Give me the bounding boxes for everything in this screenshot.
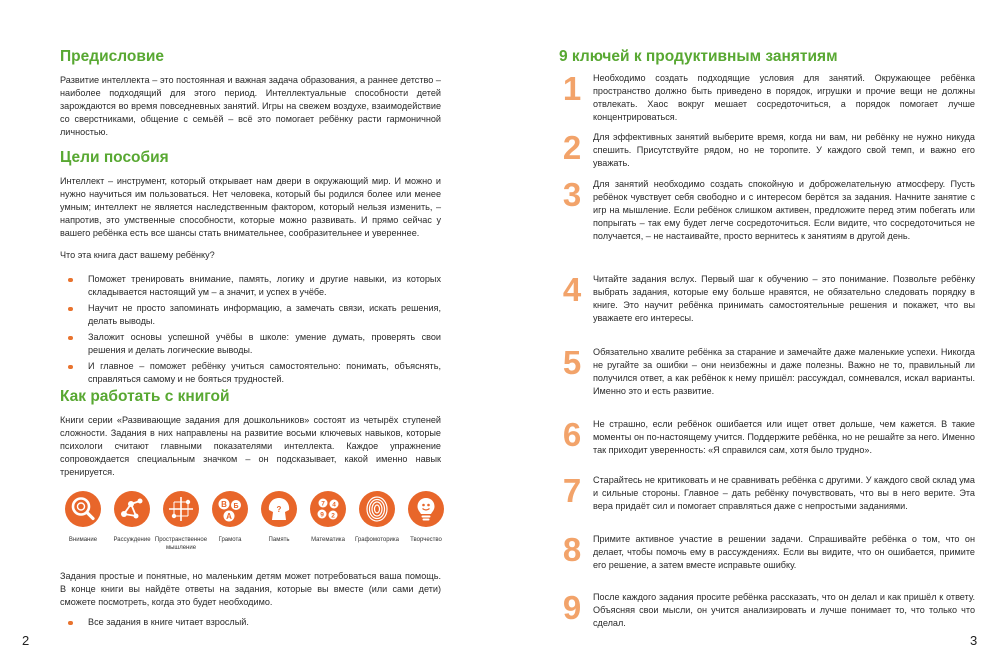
svg-text:В: В [221,500,227,509]
goals-bullet-list [68,273,441,389]
lightbulb-icon [408,491,444,527]
skill-icons-row [58,491,444,553]
key-number: 9 [562,589,582,626]
howto-text-2: Задания простые и понятные, но маленьким детям может потребоваться ваша помощь. В конце книги вы найдёте ответы на задания, которые вы вместе (или сами дети) сможете посмотреть, когда это будет необходимо. [60,571,441,607]
svg-text:7: 7 [321,500,325,508]
list-item: Поможет тренировать внимание, память, логику и другие навыки, из которых складывается настоящий ум – а значит, и успех в учёбе. [68,273,441,299]
skill-label: Внимание [68,537,98,543]
numbers-icon [310,491,346,527]
goals-title: Цели пособия [60,149,169,166]
letters-icon [212,491,248,527]
fingerprint-icon [359,491,395,527]
key-number: 1 [562,70,582,107]
key-number: 6 [562,416,582,453]
network-nodes-icon [114,491,150,527]
goals-question: Что эта книга даст вашему ребёнку? [60,250,215,260]
skill-label: Творчество [410,537,442,543]
svg-text:2: 2 [331,512,335,520]
bullet-dot-icon [68,365,73,370]
coordinate-grid-icon [163,491,199,527]
bullet-dot-icon [68,307,73,312]
list-item: Все задания в книге читает взрослый. [68,616,441,629]
howto-bullet-list [68,616,441,632]
head-silhouette-icon [261,491,297,527]
preface-title: Предисловие [60,48,165,65]
list-item: Научит не просто запоминать информацию, а замечать связи, искать решения, делать выводы. [68,302,441,328]
skill-label: Графомоторика [355,537,399,543]
key-text: Примите активное участие в решении задачи. Спрашивайте ребёнка о том, что он делает, чтобы помочь ему в рассуждениях. Если вы видите, что он ошибается, примите его решение, а затем вместе исправьте ошибку. [593,534,975,570]
bullet-dot-icon [68,621,73,626]
list-item: И главное – поможет ребёнку учиться самостоятельно: понимать, объяснять, справляться самому и не бояться трудностей. [68,360,441,386]
key-text: После каждого задания просите ребёнка рассказать, что он делал и как пришёл к ответу. Объясняя свои мысли, он учится анализировать и лучше понимает то, что только что сделал. [593,592,975,628]
svg-text:А: А [226,512,232,521]
key-text: Читайте задания вслух. Первый шаг к обучению – это понимание. Позвольте ребёнку выбрать задания, которые ему больше нравятся, не обязательно следовать порядку в книге. Это научит ребёнка принимать самостоятельные решения и покажет, что вы уважаете его интересы. [593,274,975,323]
skill-label: Пространственное мышление [154,537,208,551]
svg-text:Б: Б [233,503,239,510]
page-number-right: 3 [970,633,978,648]
key-number: 5 [562,344,582,381]
magnifier-icon [65,491,101,527]
svg-text:4: 4 [332,501,336,509]
page-number-left: 2 [22,633,30,648]
bullet-dot-icon [68,336,73,341]
key-text: Необходимо создать подходящие условия для занятий. Окружающее ребёнка пространство должно быть приведено в порядок, игрушки и прочие вещи не должны отвлекать. Хаос вокруг мешает сосредоточиться, а порядок помогает лучше концентрироваться. [593,73,975,122]
svg-text:9: 9 [320,511,324,519]
skill-label: Рассуждение [113,537,151,543]
howto-title: Как работать с книгой [60,388,230,405]
skill-label: Математика [311,537,345,543]
keys-title: 9 ключей к продуктивным занятиям [559,48,838,65]
svg-text:?: ? [276,505,282,514]
key-text: Обязательно хвалите ребёнка за старание и замечайте даже маленькие успехи. Никогда не ругайте за ошибки – они неизбежны и даже полезны. Важно не то, правильный ли получился ответ, а как ребёнок к нему пришёл: рассуждал, сомневался, искал варианты. Именно это и есть развитие. [593,347,975,396]
bullet-dot-icon [68,278,73,283]
key-number: 8 [562,531,582,568]
skill-label: Память [268,537,290,543]
key-number: 2 [562,129,582,166]
list-item: Заложит основы успешной учёбы в школе: умение думать, проверять свои решения и делать логические выводы. [68,331,441,357]
key-number: 4 [562,271,582,308]
howto-text: Книги серии «Развивающие задания для дошкольников» состоят из четырёх ступеней сложности. Задания в них направлены на развитие восьми ключевых навыков, которые психологи считают главными показателями интеллекта. Каждое упражнение сопровождается специальным значком – он подсказывает, какой именно навык тренируется. [60,415,441,477]
key-text: Старайтесь не критиковать и не сравнивать ребёнка с другими. У каждого свой склад ума и сильные стороны. Главное – дать ребёнку почувствовать, что вы в него верите. Эта вера придаёт сил и помогает справляться даже с непростыми заданиями. [593,475,975,511]
key-text: Не страшно, если ребёнок ошибается или ищет ответ дольше, чем кажется. В такие моменты он по-настоящему учится. Поддержите ребёнка, но не решайте за него. Именно так приходит уверенность: «Я справился сам, хотя было трудно». [593,419,975,455]
key-number: 3 [562,176,582,213]
key-text: Для занятий необходимо создать спокойную и доброжелательную атмосферу. Пусть ребёнок чувствует себя свободно и с интересом берётся за задания. Начните занятие с игр на мышление. Если ребёнок слишком активен, предложите перед этим побегать или попрыгать – так ему будет легче сосредоточиться. Если видите, что сосредоточиться не получается, – не настаивайте, просто вернитесь к занятиям в другой день. [593,179,975,241]
preface-text: Развитие интеллекта – это постоянная и важная задача образования, а раннее детство – наиболее подходящий для этого период. Интеллектуальные способности детей зарождаются во время повседневных занятий. Игры на свежем воздухе, взаимодействие со сверстниками, общение с семьёй – всё это помогает ребёнку расти гармоничной личностью. [60,75,441,137]
key-text: Для эффективных занятий выберите время, когда ни вам, ни ребёнку не нужно никуда спешить. Присутствуйте рядом, но не торопите. У каждого свой темп, и важно его уважать. [593,132,975,168]
key-number: 7 [562,472,582,509]
goals-text: Интеллект – инструмент, который открывает нам двери в окружающий мир. И можно и нужно научиться им пользоваться. Нет человека, который бы родился более или менее умным; интеллект не является наследственным фактором, который нельзя изменить, – напротив, это умственные способности, которые можно развивать. И прямо сейчас у вашего ребёнка есть все шансы стать внимательнее, сообразительнее и увереннее. [60,176,441,238]
skill-label: Грамота [218,537,242,543]
right-page [500,0,1000,666]
